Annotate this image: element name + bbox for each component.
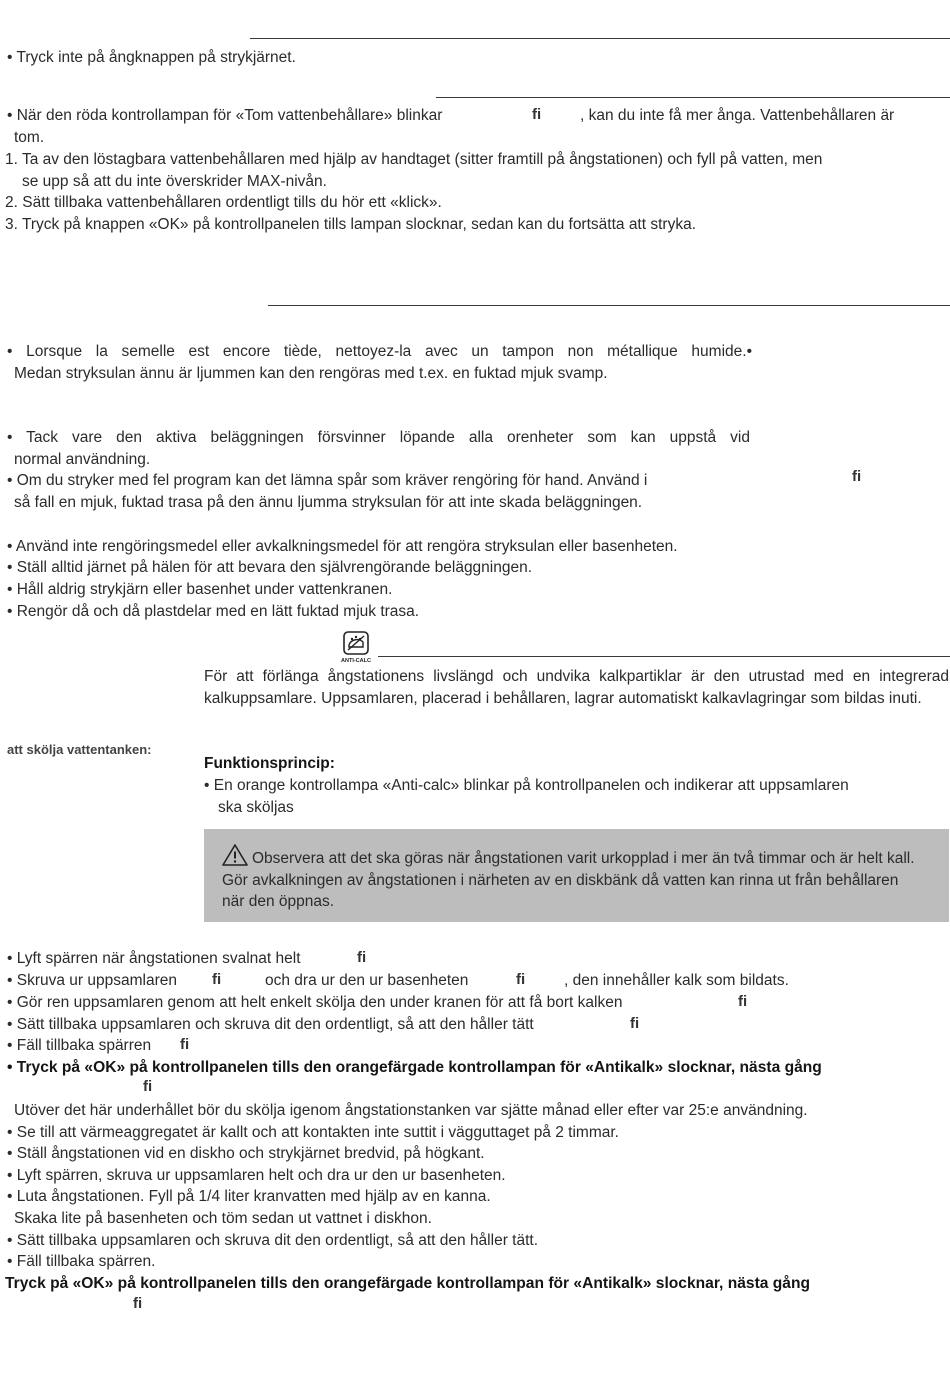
rinse-step-6-symbol: ﬁ <box>143 1078 153 1095</box>
coating-line-2a: • Om du stryker med fel program kan det lämna spår som kräver rengöring för hand. Använd i <box>7 472 648 489</box>
warning-triangle-icon <box>222 844 248 866</box>
section-rule-2 <box>436 97 950 98</box>
anticalc-intro: För att förlänga ångstationens livslängd och undvika kalkpartiklar är den utrustad med en integrerad kalkuppsamlare. Uppsamlaren, placerad i behållaren, lagrar automatiskt kalkavlagringar som bildas inuti. <box>204 668 949 707</box>
rinse-step-6: • Tryck på «OK» på kontrollpanelen tills den orangefärgade kontrollampan för «Antikalk» slocknar, nästa gång <box>7 1059 822 1076</box>
cleaning-tip-1: • Använd inte rengöringsmedel eller avkalkningsmedel för att rengöra stryksulan eller basenheten. <box>7 538 678 555</box>
rinse-step-4: • Sätt tillbaka uppsamlaren och skruva dit den ordentligt, så att den håller tätt <box>7 1016 534 1033</box>
empty-tank-step-2: 2. Sätt tillbaka vattenbehållaren ordentligt tills du hör ett «klick». <box>5 194 442 211</box>
rinse-step-2-symbol-a: ﬁ <box>212 971 222 988</box>
rinse-tank-step-6: • Fäll tillbaka spärren. <box>7 1253 156 1270</box>
steam-button-warning: • Tryck inte på ångknappen på strykjärnet. <box>7 49 296 66</box>
rinse-step-3: • Gör ren uppsamlaren genom att helt enkelt skölja den under kranen för att få bort kalken <box>7 994 623 1011</box>
coating-symbol: ﬁ <box>852 468 862 485</box>
rinse-step-2-symbol-b: ﬁ <box>516 971 526 988</box>
rinse-step-5-symbol: ﬁ <box>180 1036 190 1053</box>
rinse-step-5: • Fäll tillbaka spärren <box>7 1037 152 1054</box>
empty-tank-intro-b: , kan du inte få mer ånga. Vattenbehållaren är <box>580 107 895 124</box>
rinse-tank-final: Tryck på «OK» på kontrollpanelen tills den orangefärgade kontrollampan för «Antikalk» slocknar, nästa gång <box>5 1275 811 1292</box>
cleaning-french-line: • Lorsque la semelle est encore tiède, nettoyez-la avec un tampon non métallique humide.• <box>7 343 752 360</box>
coating-line-2b: så fall en mjuk, fuktad trasa på den ännu ljumma stryksulan för att inte skada beläggningen. <box>14 494 643 511</box>
cleaning-tip-4: • Rengör då och då plastdelar med en lätt fuktad mjuk trasa. <box>7 603 420 620</box>
warning-text-block <box>222 844 922 913</box>
empty-tank-step-1: 1. Ta av den löstagbara vattenbehållaren med hjälp av handtaget (sitter framtill på ångstationen) och fyll på vatten, men <box>5 151 823 168</box>
rinse-step-2a: • Skruva ur uppsamlaren <box>7 972 177 989</box>
empty-tank-intro-c: tom. <box>14 129 45 146</box>
rinse-tank-final-symbol: ﬁ <box>133 1295 143 1312</box>
section-rule-3 <box>268 305 950 306</box>
coating-line-1b: normal användning. <box>14 451 151 468</box>
warning-box <box>204 829 949 922</box>
anticalc-heading: Funktionsprincip: <box>204 755 335 772</box>
rinse-step-1: • Lyft spärren när ångstationen svalnat helt <box>7 950 301 967</box>
empty-tank-symbol: ﬁ <box>532 106 542 123</box>
anti-calc-icon <box>340 630 374 664</box>
rinse-tank-intro: Utöver det här underhållet bör du skölja igenom ångstationstanken var sjätte månad eller efter var 25:e användning. <box>14 1102 808 1119</box>
empty-tank-intro-a: • När den röda kontrollampan för «Tom vattenbehållare» blinkar <box>7 107 443 124</box>
rinse-tank-step-2: • Ställ ångstationen vid en diskho och strykjärnet bredvid, på högkant. <box>7 1145 485 1162</box>
rinse-tank-step-1: • Se till att värmeaggregatet är kallt och att kontakten inte suttit i vägguttaget på 2 timmar. <box>7 1124 619 1141</box>
anticalc-bullet-b: ska sköljas <box>218 799 294 816</box>
empty-tank-step-1-cont: se upp så att du inte överskrider MAX-nivån. <box>22 173 327 190</box>
cleaning-tip-2: • Ställ alltid järnet på hälen för att bevara den självrengörande beläggningen. <box>7 559 533 576</box>
rinse-tank-step-4-cont: Skaka lite på basenheten och töm sedan ut vattnet i diskhon. <box>14 1210 432 1227</box>
anticalc-bullet-a: • En orange kontrollampa «Anti-calc» blinkar på kontrollpanelen och indikerar att uppsamlaren <box>204 777 849 794</box>
empty-tank-step-3: 3. Tryck på knappen «OK» på kontrollpanelen tills lampan slocknar, sedan kan du fortsätta att stryka. <box>5 216 696 233</box>
rinse-tank-step-5: • Sätt tillbaka uppsamlaren och skruva dit den ordentligt, så att den håller tätt. <box>7 1232 539 1249</box>
rinse-step-4-symbol: ﬁ <box>630 1015 640 1032</box>
rinse-tank-step-3: • Lyft spärren, skruva ur uppsamlaren helt och dra ur den ur basenheten. <box>7 1167 506 1184</box>
cleaning-tip-3: • Håll aldrig strykjärn eller basenhet under vattenkranen. <box>7 581 393 598</box>
rinse-step-2c: , den innehåller kalk som bildats. <box>564 972 789 989</box>
rinse-step-3-symbol: ﬁ <box>738 993 748 1010</box>
rinse-step-1-symbol: ﬁ <box>357 949 367 966</box>
cleaning-swedish-line: Medan stryksulan ännu är ljummen kan den rengöras med t.ex. en fuktad mjuk svamp. <box>14 365 608 382</box>
rinse-tank-step-4: • Luta ångstationen. Fyll på 1/4 liter kranvatten med hjälp av en kanna. <box>7 1188 491 1205</box>
warning-text: Observera att det ska göras när ångstationen varit urkopplad i mer än två timmar och är helt kall. Gör avkalkningen av ångstationen i närheten av en diskbänk då vatten kan rinna ut från behållaren när den öppnas. <box>222 850 915 911</box>
section-rule-4 <box>378 656 950 657</box>
rinse-step-2b: och dra ur den ur basenheten <box>265 972 469 989</box>
side-label-rinse-tank: att skölja vattentanken: <box>7 742 152 757</box>
section-rule-1 <box>250 38 950 39</box>
anti-calc-icon-label: ANTI-CALC <box>341 658 371 664</box>
coating-line-1a: • Tack vare den aktiva beläggningen försvinner löpande alla orenheter som kan uppstå vid <box>7 429 750 446</box>
